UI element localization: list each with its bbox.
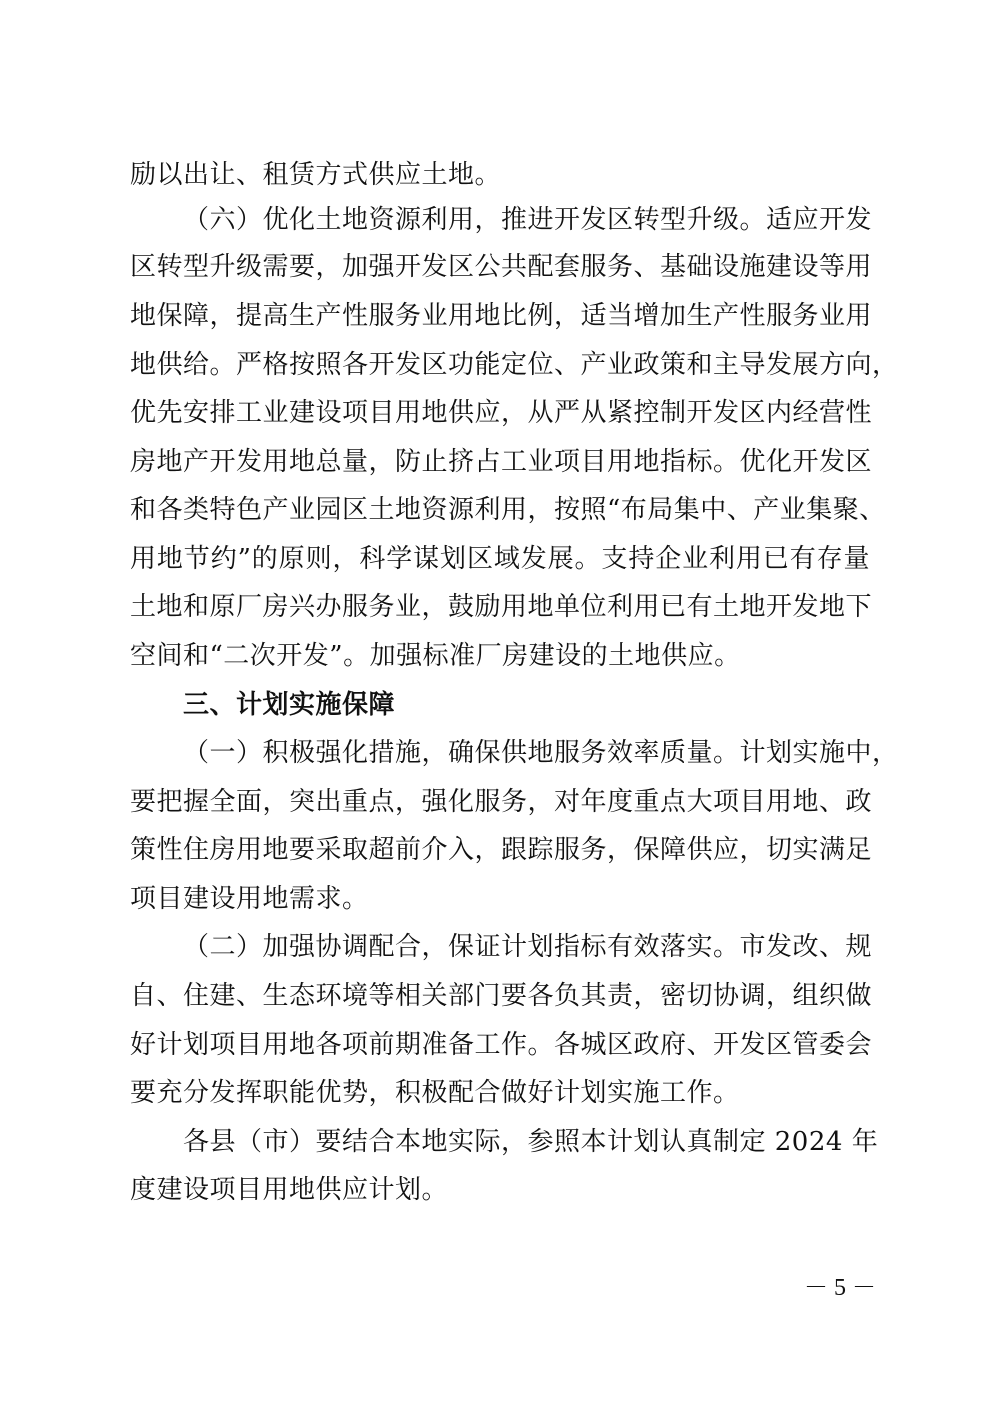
text-line: （六）优化土地资源利用，推进开发区转型升级。适应开发 <box>183 205 873 235</box>
text-line: 各县（市）要结合本地实际，参照本计划认真制定 2024 年 <box>183 1127 879 1157</box>
text-line: 和各类特色产业园区土地资源利用，按照“布局集中、产业集聚、 <box>130 495 886 525</box>
text-line: 好计划项目用地各项前期准备工作。各城区政府、开发区管委会 <box>130 1030 873 1060</box>
text-line: 励以出让、租赁方式供应土地。 <box>130 160 502 190</box>
text-line: 土地和原厂房兴办服务业，鼓励用地单位利用已有土地开发地下 <box>130 592 873 622</box>
text-line: 要充分发挥职能优势，积极配合做好计划实施工作。 <box>130 1078 740 1108</box>
text-line: 项目建设用地需求。 <box>130 884 369 914</box>
page-number: － 5 － <box>804 1275 876 1301</box>
text-line: 度建设项目用地供应计划。 <box>130 1175 449 1205</box>
text-line: 用地节约”的原则，科学谋划区域发展。支持企业利用已有存量 <box>130 544 870 574</box>
document-page <box>130 0 899 1403</box>
text-line: 房地产开发用地总量，防止挤占工业项目用地指标。优化开发区 <box>130 447 873 477</box>
text-line: （一）积极强化措施，确保供地服务效率质量。计划实施中， <box>183 738 899 768</box>
text-line: （二）加强协调配合，保证计划指标有效落实。市发改、规 <box>183 932 873 962</box>
text-line: 优先安排工业建设项目用地供应，从严从紧控制开发区内经营性 <box>130 398 873 428</box>
text-line: 地保障，提高生产性服务业用地比例，适当增加生产性服务业用 <box>130 301 873 331</box>
text-line: 要把握全面，突出重点，强化服务，对年度重点大项目用地、政 <box>130 787 873 817</box>
text-line: 区转型升级需要，加强开发区公共配套服务、基础设施建设等用 <box>130 252 873 282</box>
text-line: 空间和“二次开发”。加强标准厂房建设的土地供应。 <box>130 641 741 671</box>
text-line: 自、住建、生态环境等相关部门要各负其责，密切协调，组织做 <box>130 981 873 1011</box>
section-heading: 三、计划实施保障 <box>183 690 396 720</box>
text-line: 地供给。严格按照各开发区功能定位、产业政策和主导发展方向， <box>130 350 899 380</box>
text-line: 策性住房用地要采取超前介入，跟踪服务，保障供应，切实满足 <box>130 835 873 865</box>
